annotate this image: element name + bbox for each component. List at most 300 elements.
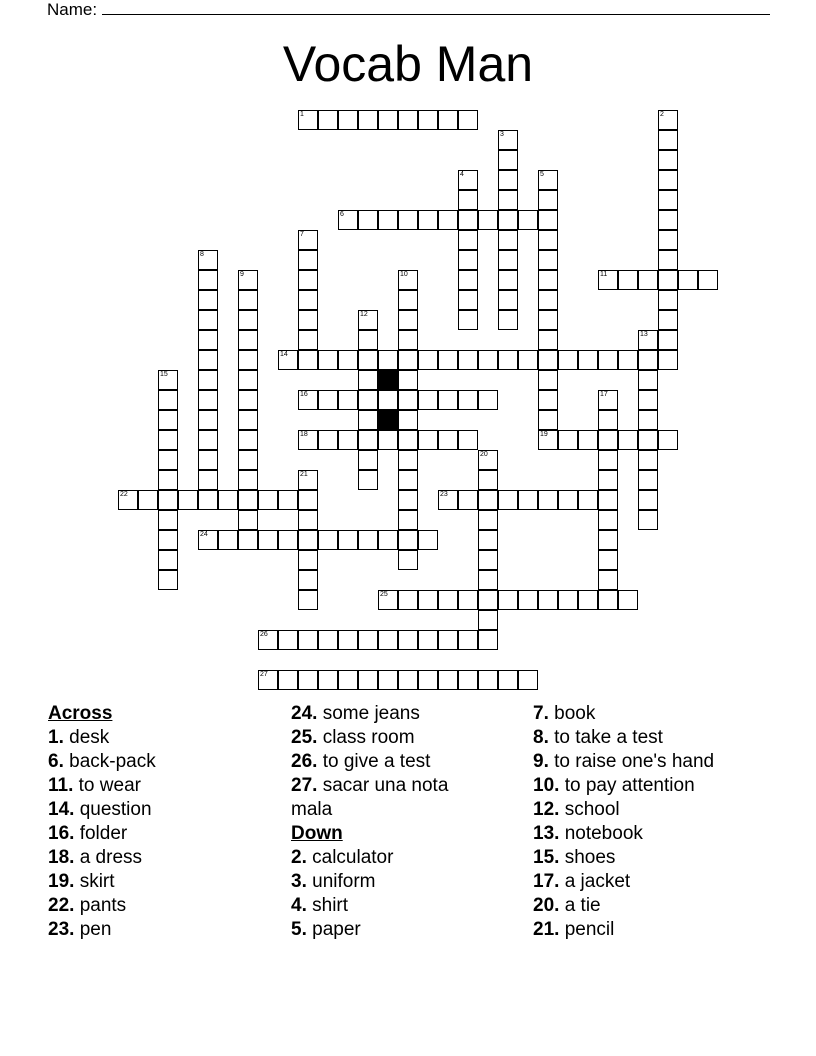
clue-item bbox=[533, 774, 793, 798]
grid-cell[interactable] bbox=[298, 590, 318, 610]
grid-cell[interactable] bbox=[398, 510, 418, 530]
grid-cell[interactable] bbox=[298, 390, 318, 410]
clue-item bbox=[291, 918, 491, 942]
grid-cell[interactable] bbox=[298, 250, 318, 270]
grid-cell[interactable] bbox=[258, 630, 278, 650]
grid-cell[interactable] bbox=[398, 590, 418, 610]
grid-cell[interactable] bbox=[658, 230, 678, 250]
grid-cell[interactable] bbox=[198, 310, 218, 330]
grid-cell[interactable] bbox=[458, 310, 478, 330]
grid-cell[interactable] bbox=[458, 110, 478, 130]
grid-cell[interactable] bbox=[338, 430, 358, 450]
grid-cell[interactable] bbox=[438, 590, 458, 610]
grid-cell[interactable] bbox=[358, 630, 378, 650]
clue-number: 23. bbox=[48, 919, 75, 940]
grid-cell[interactable] bbox=[498, 670, 518, 690]
grid-cell[interactable] bbox=[178, 490, 198, 510]
grid-cell[interactable] bbox=[398, 110, 418, 130]
grid-cell[interactable] bbox=[598, 550, 618, 570]
grid-cell[interactable] bbox=[498, 290, 518, 310]
grid-cell[interactable] bbox=[298, 550, 318, 570]
grid-cell[interactable] bbox=[238, 290, 258, 310]
grid-cell[interactable] bbox=[198, 330, 218, 350]
grid-cell[interactable] bbox=[478, 670, 498, 690]
grid-cell[interactable] bbox=[638, 410, 658, 430]
grid-cell[interactable] bbox=[398, 270, 418, 290]
grid-cell[interactable] bbox=[638, 370, 658, 390]
grid-cell[interactable] bbox=[478, 450, 498, 470]
grid-cell[interactable] bbox=[298, 290, 318, 310]
grid-cell[interactable] bbox=[358, 390, 378, 410]
grid-cell[interactable] bbox=[298, 630, 318, 650]
grid-cell[interactable] bbox=[238, 470, 258, 490]
clue-number: 9. bbox=[533, 751, 549, 772]
grid-cell[interactable] bbox=[398, 370, 418, 390]
grid-cell[interactable] bbox=[458, 170, 478, 190]
grid-cell[interactable] bbox=[498, 590, 518, 610]
grid-cell[interactable] bbox=[398, 630, 418, 650]
grid-cell[interactable] bbox=[618, 270, 638, 290]
grid-cell[interactable] bbox=[398, 310, 418, 330]
clue-item bbox=[291, 846, 491, 870]
grid-cell[interactable] bbox=[498, 350, 518, 370]
grid-cell[interactable] bbox=[378, 530, 398, 550]
grid-cell[interactable] bbox=[398, 330, 418, 350]
grid-cell[interactable] bbox=[398, 530, 418, 550]
grid-cell[interactable] bbox=[478, 470, 498, 490]
grid-cell[interactable] bbox=[298, 570, 318, 590]
grid-cell[interactable] bbox=[678, 270, 698, 290]
grid-cell[interactable] bbox=[498, 490, 518, 510]
grid-cell[interactable] bbox=[478, 610, 498, 630]
grid-cell[interactable] bbox=[478, 530, 498, 550]
clue-item bbox=[48, 798, 288, 822]
grid-cell[interactable] bbox=[358, 310, 378, 330]
grid-cell[interactable] bbox=[358, 410, 378, 430]
black-square bbox=[378, 410, 398, 430]
grid-cell[interactable] bbox=[538, 490, 558, 510]
grid-cell[interactable] bbox=[338, 390, 358, 410]
grid-cell[interactable] bbox=[458, 670, 478, 690]
grid-cell[interactable] bbox=[598, 570, 618, 590]
grid-cell[interactable] bbox=[298, 350, 318, 370]
grid-cell[interactable] bbox=[438, 490, 458, 510]
grid-cell[interactable] bbox=[618, 350, 638, 370]
grid-cell[interactable] bbox=[638, 270, 658, 290]
grid-cell[interactable] bbox=[478, 510, 498, 530]
grid-cell[interactable] bbox=[158, 390, 178, 410]
grid-cell[interactable] bbox=[478, 630, 498, 650]
grid-cell[interactable] bbox=[418, 350, 438, 370]
grid-cell[interactable] bbox=[598, 470, 618, 490]
grid-cell[interactable] bbox=[238, 330, 258, 350]
grid-cell[interactable] bbox=[438, 630, 458, 650]
clue-number: 16. bbox=[48, 823, 75, 844]
grid-cell[interactable] bbox=[298, 330, 318, 350]
clue-text: shirt bbox=[306, 895, 349, 916]
grid-cell[interactable] bbox=[258, 670, 278, 690]
grid-cell[interactable] bbox=[598, 270, 618, 290]
grid-cell[interactable] bbox=[658, 330, 678, 350]
grid-cell[interactable] bbox=[598, 490, 618, 510]
grid-cell[interactable] bbox=[498, 270, 518, 290]
grid-cell[interactable] bbox=[618, 590, 638, 610]
grid-cell[interactable] bbox=[158, 450, 178, 470]
grid-cell[interactable] bbox=[298, 530, 318, 550]
grid-cell[interactable] bbox=[318, 430, 338, 450]
cell-number: 21 bbox=[300, 471, 308, 478]
grid-cell[interactable] bbox=[398, 670, 418, 690]
grid-cell[interactable] bbox=[598, 530, 618, 550]
grid-cell[interactable] bbox=[118, 490, 138, 510]
grid-cell[interactable] bbox=[358, 330, 378, 350]
grid-cell[interactable] bbox=[638, 390, 658, 410]
grid-cell[interactable] bbox=[458, 390, 478, 410]
grid-cell[interactable] bbox=[518, 210, 538, 230]
grid-cell[interactable] bbox=[318, 630, 338, 650]
grid-cell[interactable] bbox=[278, 630, 298, 650]
grid-cell[interactable] bbox=[378, 590, 398, 610]
grid-cell[interactable] bbox=[338, 110, 358, 130]
grid-cell[interactable] bbox=[298, 670, 318, 690]
grid-cell[interactable] bbox=[218, 490, 238, 510]
clue-number: 6. bbox=[48, 751, 64, 772]
grid-cell[interactable] bbox=[198, 390, 218, 410]
grid-cell[interactable] bbox=[358, 210, 378, 230]
grid-cell[interactable] bbox=[538, 170, 558, 190]
grid-cell[interactable] bbox=[418, 430, 438, 450]
grid-cell[interactable] bbox=[378, 630, 398, 650]
grid-cell[interactable] bbox=[478, 570, 498, 590]
grid-cell[interactable] bbox=[138, 490, 158, 510]
grid-cell[interactable] bbox=[298, 470, 318, 490]
grid-cell[interactable] bbox=[458, 490, 478, 510]
grid-cell[interactable] bbox=[398, 210, 418, 230]
grid-cell[interactable] bbox=[698, 270, 718, 290]
grid-cell[interactable] bbox=[558, 350, 578, 370]
grid-cell[interactable] bbox=[458, 590, 478, 610]
grid-cell[interactable] bbox=[238, 510, 258, 530]
clue-item bbox=[533, 846, 793, 870]
grid-cell[interactable] bbox=[398, 290, 418, 310]
grid-cell[interactable] bbox=[498, 210, 518, 230]
grid-cell[interactable] bbox=[658, 290, 678, 310]
grid-cell[interactable] bbox=[438, 210, 458, 230]
grid-cell[interactable] bbox=[558, 590, 578, 610]
grid-cell[interactable] bbox=[338, 350, 358, 370]
grid-cell[interactable] bbox=[158, 410, 178, 430]
grid-cell[interactable] bbox=[278, 490, 298, 510]
grid-cell[interactable] bbox=[538, 290, 558, 310]
grid-cell[interactable] bbox=[358, 530, 378, 550]
grid-cell[interactable] bbox=[338, 670, 358, 690]
grid-cell[interactable] bbox=[598, 430, 618, 450]
grid-cell[interactable] bbox=[558, 490, 578, 510]
grid-cell[interactable] bbox=[638, 330, 658, 350]
grid-cell[interactable] bbox=[498, 130, 518, 150]
grid-cell[interactable] bbox=[358, 670, 378, 690]
grid-cell[interactable] bbox=[418, 590, 438, 610]
grid-cell[interactable] bbox=[158, 530, 178, 550]
grid-cell[interactable] bbox=[498, 230, 518, 250]
grid-cell[interactable] bbox=[658, 210, 678, 230]
grid-cell[interactable] bbox=[538, 250, 558, 270]
name-label: Name: bbox=[47, 0, 98, 19]
grid-cell[interactable] bbox=[458, 210, 478, 230]
grid-cell[interactable] bbox=[638, 470, 658, 490]
clue-number: 26. bbox=[291, 751, 318, 772]
grid-cell[interactable] bbox=[458, 270, 478, 290]
grid-cell[interactable] bbox=[458, 630, 478, 650]
grid-cell[interactable] bbox=[198, 450, 218, 470]
grid-cell[interactable] bbox=[238, 530, 258, 550]
grid-cell[interactable] bbox=[438, 670, 458, 690]
grid-cell[interactable] bbox=[658, 150, 678, 170]
grid-cell[interactable] bbox=[338, 630, 358, 650]
grid-cell[interactable] bbox=[538, 370, 558, 390]
clue-text: to take a test bbox=[548, 727, 663, 748]
grid-cell[interactable] bbox=[558, 430, 578, 450]
grid-cell[interactable] bbox=[418, 530, 438, 550]
grid-cell[interactable] bbox=[578, 590, 598, 610]
grid-cell[interactable] bbox=[218, 530, 238, 550]
clue-text: sacar una nota mala bbox=[291, 775, 449, 820]
cell-number: 15 bbox=[160, 371, 168, 378]
grid-cell[interactable] bbox=[538, 310, 558, 330]
grid-cell[interactable] bbox=[498, 250, 518, 270]
grid-cell[interactable] bbox=[498, 190, 518, 210]
grid-cell[interactable] bbox=[638, 490, 658, 510]
grid-cell[interactable] bbox=[458, 250, 478, 270]
grid-cell[interactable] bbox=[358, 430, 378, 450]
grid-cell[interactable] bbox=[158, 370, 178, 390]
grid-cell[interactable] bbox=[438, 110, 458, 130]
clue-number: 8. bbox=[533, 727, 549, 748]
grid-cell[interactable] bbox=[158, 430, 178, 450]
grid-cell[interactable] bbox=[358, 350, 378, 370]
grid-cell[interactable] bbox=[578, 490, 598, 510]
grid-cell[interactable] bbox=[198, 410, 218, 430]
grid-cell[interactable] bbox=[318, 110, 338, 130]
grid-cell[interactable] bbox=[658, 430, 678, 450]
clue-item bbox=[291, 726, 491, 750]
grid-cell[interactable] bbox=[238, 310, 258, 330]
grid-cell[interactable] bbox=[478, 550, 498, 570]
grid-cell[interactable] bbox=[478, 210, 498, 230]
clue-item bbox=[533, 750, 793, 774]
grid-cell[interactable] bbox=[538, 350, 558, 370]
grid-cell[interactable] bbox=[538, 230, 558, 250]
grid-cell[interactable] bbox=[318, 530, 338, 550]
grid-cell[interactable] bbox=[158, 510, 178, 530]
clues-column-1 bbox=[48, 702, 288, 942]
grid-cell[interactable] bbox=[338, 210, 358, 230]
grid-cell[interactable] bbox=[378, 430, 398, 450]
grid-cell[interactable] bbox=[398, 390, 418, 410]
grid-cell[interactable] bbox=[598, 390, 618, 410]
grid-cell[interactable] bbox=[398, 470, 418, 490]
grid-cell[interactable] bbox=[438, 430, 458, 450]
clue-number: 11. bbox=[48, 775, 74, 796]
grid-cell[interactable] bbox=[278, 530, 298, 550]
grid-cell[interactable] bbox=[598, 590, 618, 610]
grid-cell[interactable] bbox=[618, 430, 638, 450]
grid-cell[interactable] bbox=[518, 350, 538, 370]
grid-cell[interactable] bbox=[538, 210, 558, 230]
grid-cell[interactable] bbox=[378, 110, 398, 130]
grid-cell[interactable] bbox=[538, 390, 558, 410]
grid-cell[interactable] bbox=[518, 490, 538, 510]
grid-cell[interactable] bbox=[378, 210, 398, 230]
grid-cell[interactable] bbox=[298, 490, 318, 510]
grid-cell[interactable] bbox=[538, 270, 558, 290]
grid-cell[interactable] bbox=[378, 350, 398, 370]
cell-number: 18 bbox=[300, 431, 308, 438]
grid-cell[interactable] bbox=[598, 410, 618, 430]
grid-cell[interactable] bbox=[398, 350, 418, 370]
down-heading: Down bbox=[291, 823, 343, 844]
grid-cell[interactable] bbox=[258, 530, 278, 550]
grid-cell[interactable] bbox=[638, 350, 658, 370]
grid-cell[interactable] bbox=[478, 590, 498, 610]
cell-number: 8 bbox=[200, 251, 204, 258]
grid-cell[interactable] bbox=[198, 270, 218, 290]
grid-cell[interactable] bbox=[598, 510, 618, 530]
grid-cell[interactable] bbox=[638, 430, 658, 450]
clue-text: book bbox=[548, 703, 596, 724]
grid-cell[interactable] bbox=[598, 450, 618, 470]
grid-cell[interactable] bbox=[458, 350, 478, 370]
grid-cell[interactable] bbox=[298, 230, 318, 250]
grid-cell[interactable] bbox=[438, 390, 458, 410]
grid-cell[interactable] bbox=[498, 310, 518, 330]
grid-cell[interactable] bbox=[458, 430, 478, 450]
grid-cell[interactable] bbox=[658, 190, 678, 210]
grid-cell[interactable] bbox=[318, 390, 338, 410]
clue-text: shoes bbox=[559, 847, 616, 868]
grid-cell[interactable] bbox=[198, 470, 218, 490]
clues-column-2 bbox=[291, 702, 491, 942]
cell-number: 16 bbox=[300, 391, 308, 398]
grid-cell[interactable] bbox=[658, 110, 678, 130]
grid-cell[interactable] bbox=[358, 450, 378, 470]
grid-cell[interactable] bbox=[198, 250, 218, 270]
grid-cell[interactable] bbox=[418, 110, 438, 130]
cell-number: 19 bbox=[540, 431, 548, 438]
grid-cell[interactable] bbox=[278, 670, 298, 690]
grid-cell[interactable] bbox=[478, 350, 498, 370]
grid-cell[interactable] bbox=[238, 270, 258, 290]
grid-cell[interactable] bbox=[238, 430, 258, 450]
grid-cell[interactable] bbox=[198, 490, 218, 510]
grid-cell[interactable] bbox=[438, 350, 458, 370]
grid-cell[interactable] bbox=[418, 630, 438, 650]
grid-cell[interactable] bbox=[198, 430, 218, 450]
grid-cell[interactable] bbox=[458, 230, 478, 250]
grid-cell[interactable] bbox=[198, 370, 218, 390]
grid-cell[interactable] bbox=[578, 350, 598, 370]
clues-column-3 bbox=[533, 702, 793, 942]
grid-cell[interactable] bbox=[458, 190, 478, 210]
grid-cell[interactable] bbox=[538, 590, 558, 610]
grid-cell[interactable] bbox=[658, 130, 678, 150]
grid-cell[interactable] bbox=[198, 350, 218, 370]
grid-cell[interactable] bbox=[478, 390, 498, 410]
grid-cell[interactable] bbox=[378, 670, 398, 690]
grid-cell[interactable] bbox=[158, 570, 178, 590]
grid-cell[interactable] bbox=[638, 450, 658, 470]
grid-cell[interactable] bbox=[338, 530, 358, 550]
grid-cell[interactable] bbox=[418, 210, 438, 230]
grid-cell[interactable] bbox=[458, 290, 478, 310]
grid-cell[interactable] bbox=[238, 390, 258, 410]
grid-cell[interactable] bbox=[278, 350, 298, 370]
grid-cell[interactable] bbox=[358, 110, 378, 130]
grid-cell[interactable] bbox=[158, 490, 178, 510]
grid-cell[interactable] bbox=[598, 350, 618, 370]
grid-cell[interactable] bbox=[478, 490, 498, 510]
grid-cell[interactable] bbox=[298, 110, 318, 130]
grid-cell[interactable] bbox=[238, 370, 258, 390]
grid-cell[interactable] bbox=[658, 170, 678, 190]
grid-cell[interactable] bbox=[298, 430, 318, 450]
grid-cell[interactable] bbox=[158, 550, 178, 570]
grid-cell[interactable] bbox=[658, 250, 678, 270]
grid-cell[interactable] bbox=[498, 150, 518, 170]
grid-cell[interactable] bbox=[378, 390, 398, 410]
grid-cell[interactable] bbox=[398, 450, 418, 470]
grid-cell[interactable] bbox=[398, 550, 418, 570]
grid-cell[interactable] bbox=[238, 350, 258, 370]
grid-cell[interactable] bbox=[318, 670, 338, 690]
grid-cell[interactable] bbox=[398, 490, 418, 510]
grid-cell[interactable] bbox=[298, 310, 318, 330]
grid-cell[interactable] bbox=[238, 410, 258, 430]
grid-cell[interactable] bbox=[298, 270, 318, 290]
grid-cell[interactable] bbox=[578, 430, 598, 450]
grid-cell[interactable] bbox=[498, 170, 518, 190]
grid-cell[interactable] bbox=[358, 470, 378, 490]
grid-cell[interactable] bbox=[658, 270, 678, 290]
grid-cell[interactable] bbox=[538, 430, 558, 450]
grid-cell[interactable] bbox=[538, 190, 558, 210]
grid-cell[interactable] bbox=[298, 510, 318, 530]
clue-item bbox=[48, 918, 288, 942]
grid-cell[interactable] bbox=[518, 670, 538, 690]
grid-cell[interactable] bbox=[538, 330, 558, 350]
grid-cell[interactable] bbox=[638, 510, 658, 530]
grid-cell[interactable] bbox=[658, 350, 678, 370]
grid-cell[interactable] bbox=[238, 450, 258, 470]
grid-cell[interactable] bbox=[418, 670, 438, 690]
grid-cell[interactable] bbox=[418, 390, 438, 410]
grid-cell[interactable] bbox=[158, 470, 178, 490]
grid-cell[interactable] bbox=[198, 530, 218, 550]
grid-cell[interactable] bbox=[358, 370, 378, 390]
grid-cell[interactable] bbox=[658, 310, 678, 330]
grid-cell[interactable] bbox=[518, 590, 538, 610]
clue-item bbox=[48, 846, 288, 870]
grid-cell[interactable] bbox=[238, 490, 258, 510]
grid-cell[interactable] bbox=[258, 490, 278, 510]
grid-cell[interactable] bbox=[398, 410, 418, 430]
grid-cell[interactable] bbox=[538, 410, 558, 430]
grid-cell[interactable] bbox=[398, 430, 418, 450]
grid-cell[interactable] bbox=[198, 290, 218, 310]
grid-cell[interactable] bbox=[318, 350, 338, 370]
across-heading: Across bbox=[48, 703, 113, 724]
clue-number: 13. bbox=[533, 823, 560, 844]
